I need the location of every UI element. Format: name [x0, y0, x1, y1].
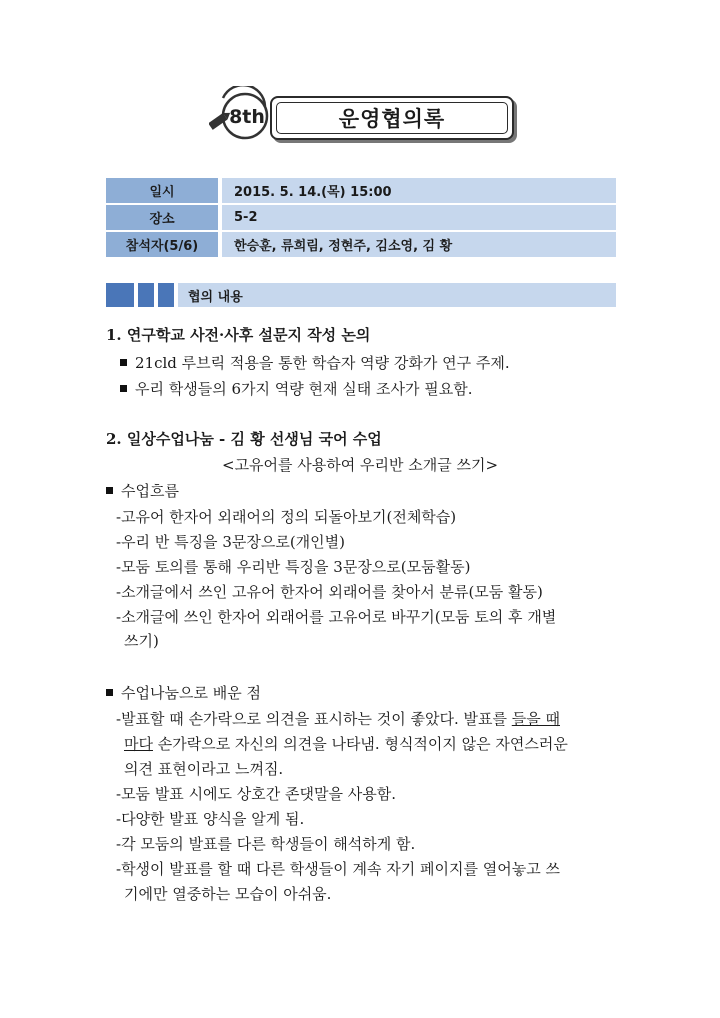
meeting-info-table: [106, 176, 616, 259]
section-header: [106, 283, 616, 307]
info-label: 일시: [106, 178, 218, 203]
list-item: 21cld 루브릭 적용을 통한 학습자 역량 강화가 연구 주제.: [120, 352, 510, 373]
list-item: -각 모둠의 발표를 다른 학생들이 해석하게 함.: [116, 835, 416, 853]
info-label: 참석자(5/6): [106, 232, 218, 257]
info-row-date: [106, 178, 616, 203]
list-item-continued: 의견 표현이라고 느껴짐.: [124, 760, 284, 778]
underlined-text: 들을 때: [511, 710, 560, 728]
underlined-text: 마다: [124, 735, 153, 753]
list-item-continued: 마다 손가락으로 자신의 의견을 나타냄. 형식적이지 않은 자연스러운: [124, 735, 568, 753]
info-row-place: [106, 205, 616, 230]
list-item: -모둠 발표 시에도 상호간 존댓말을 사용함.: [116, 785, 397, 803]
list-item: -우리 반 특징을 3문장으로(개인별): [116, 533, 345, 551]
list-item: -발표할 때 손가락으로 의견을 표시하는 것이 좋았다. 발표를 들을 때: [116, 710, 560, 728]
lesson-subtitle: <고유어를 사용하여 우리반 소개글 쓰기>: [222, 456, 499, 474]
badge-text: 8th: [229, 106, 265, 128]
pencil-badge-icon: [209, 86, 279, 146]
list-item: -소개글에 쓰인 한자어 외래어를 고유어로 바꾸기(모둠 토의 후 개별: [116, 608, 557, 626]
square-bullet-icon: [120, 385, 127, 392]
info-value: 2015. 5. 14.(목) 15:00: [222, 178, 616, 203]
info-value: 5-2: [222, 205, 616, 230]
section-block-decoration: [158, 283, 174, 307]
title-box: [270, 96, 514, 140]
list-item: -학생이 발표를 할 때 다른 학생들이 계속 자기 페이지를 열어놓고 쓰: [116, 860, 560, 878]
list-item-continued: 쓰기): [124, 632, 159, 650]
section-block-decoration: [106, 283, 134, 307]
info-row-attendees: [106, 232, 616, 257]
section-title: 협의 내용: [178, 283, 616, 307]
flow-title: 수업흐름: [106, 480, 179, 501]
info-label: 장소: [106, 205, 218, 230]
list-item-continued: 기에만 열중하는 모습이 아쉬움.: [124, 885, 332, 903]
list-item: 우리 학생들의 6가지 역량 현재 실태 조사가 필요함.: [120, 378, 473, 399]
square-bullet-icon: [106, 689, 113, 696]
session-badge: [209, 86, 279, 146]
list-item: -다양한 발표 양식을 알게 됨.: [116, 810, 305, 828]
section-block-decoration: [138, 283, 154, 307]
square-bullet-icon: [120, 359, 127, 366]
list-item: -소개글에서 쓰인 고유어 한자어 외래어를 찾아서 분류(모둠 활동): [116, 583, 543, 601]
topic-1-heading: 1. 연구학교 사전·사후 설문지 작성 논의: [106, 326, 371, 344]
page-title: 운영협의록: [276, 102, 508, 134]
list-item: -모둠 토의를 통해 우리반 특징을 3문장으로(모둠활동): [116, 558, 471, 576]
learned-title: 수업나눔으로 배운 점: [106, 682, 261, 703]
topic-2-heading: 2. 일상수업나눔 - 김 황 선생님 국어 수업: [106, 430, 382, 448]
list-item: -고유어 한자어 외래어의 정의 되돌아보기(전체학습): [116, 508, 457, 526]
square-bullet-icon: [106, 487, 113, 494]
info-value: 한승훈, 류희림, 정현주, 김소영, 김 황: [222, 232, 616, 257]
